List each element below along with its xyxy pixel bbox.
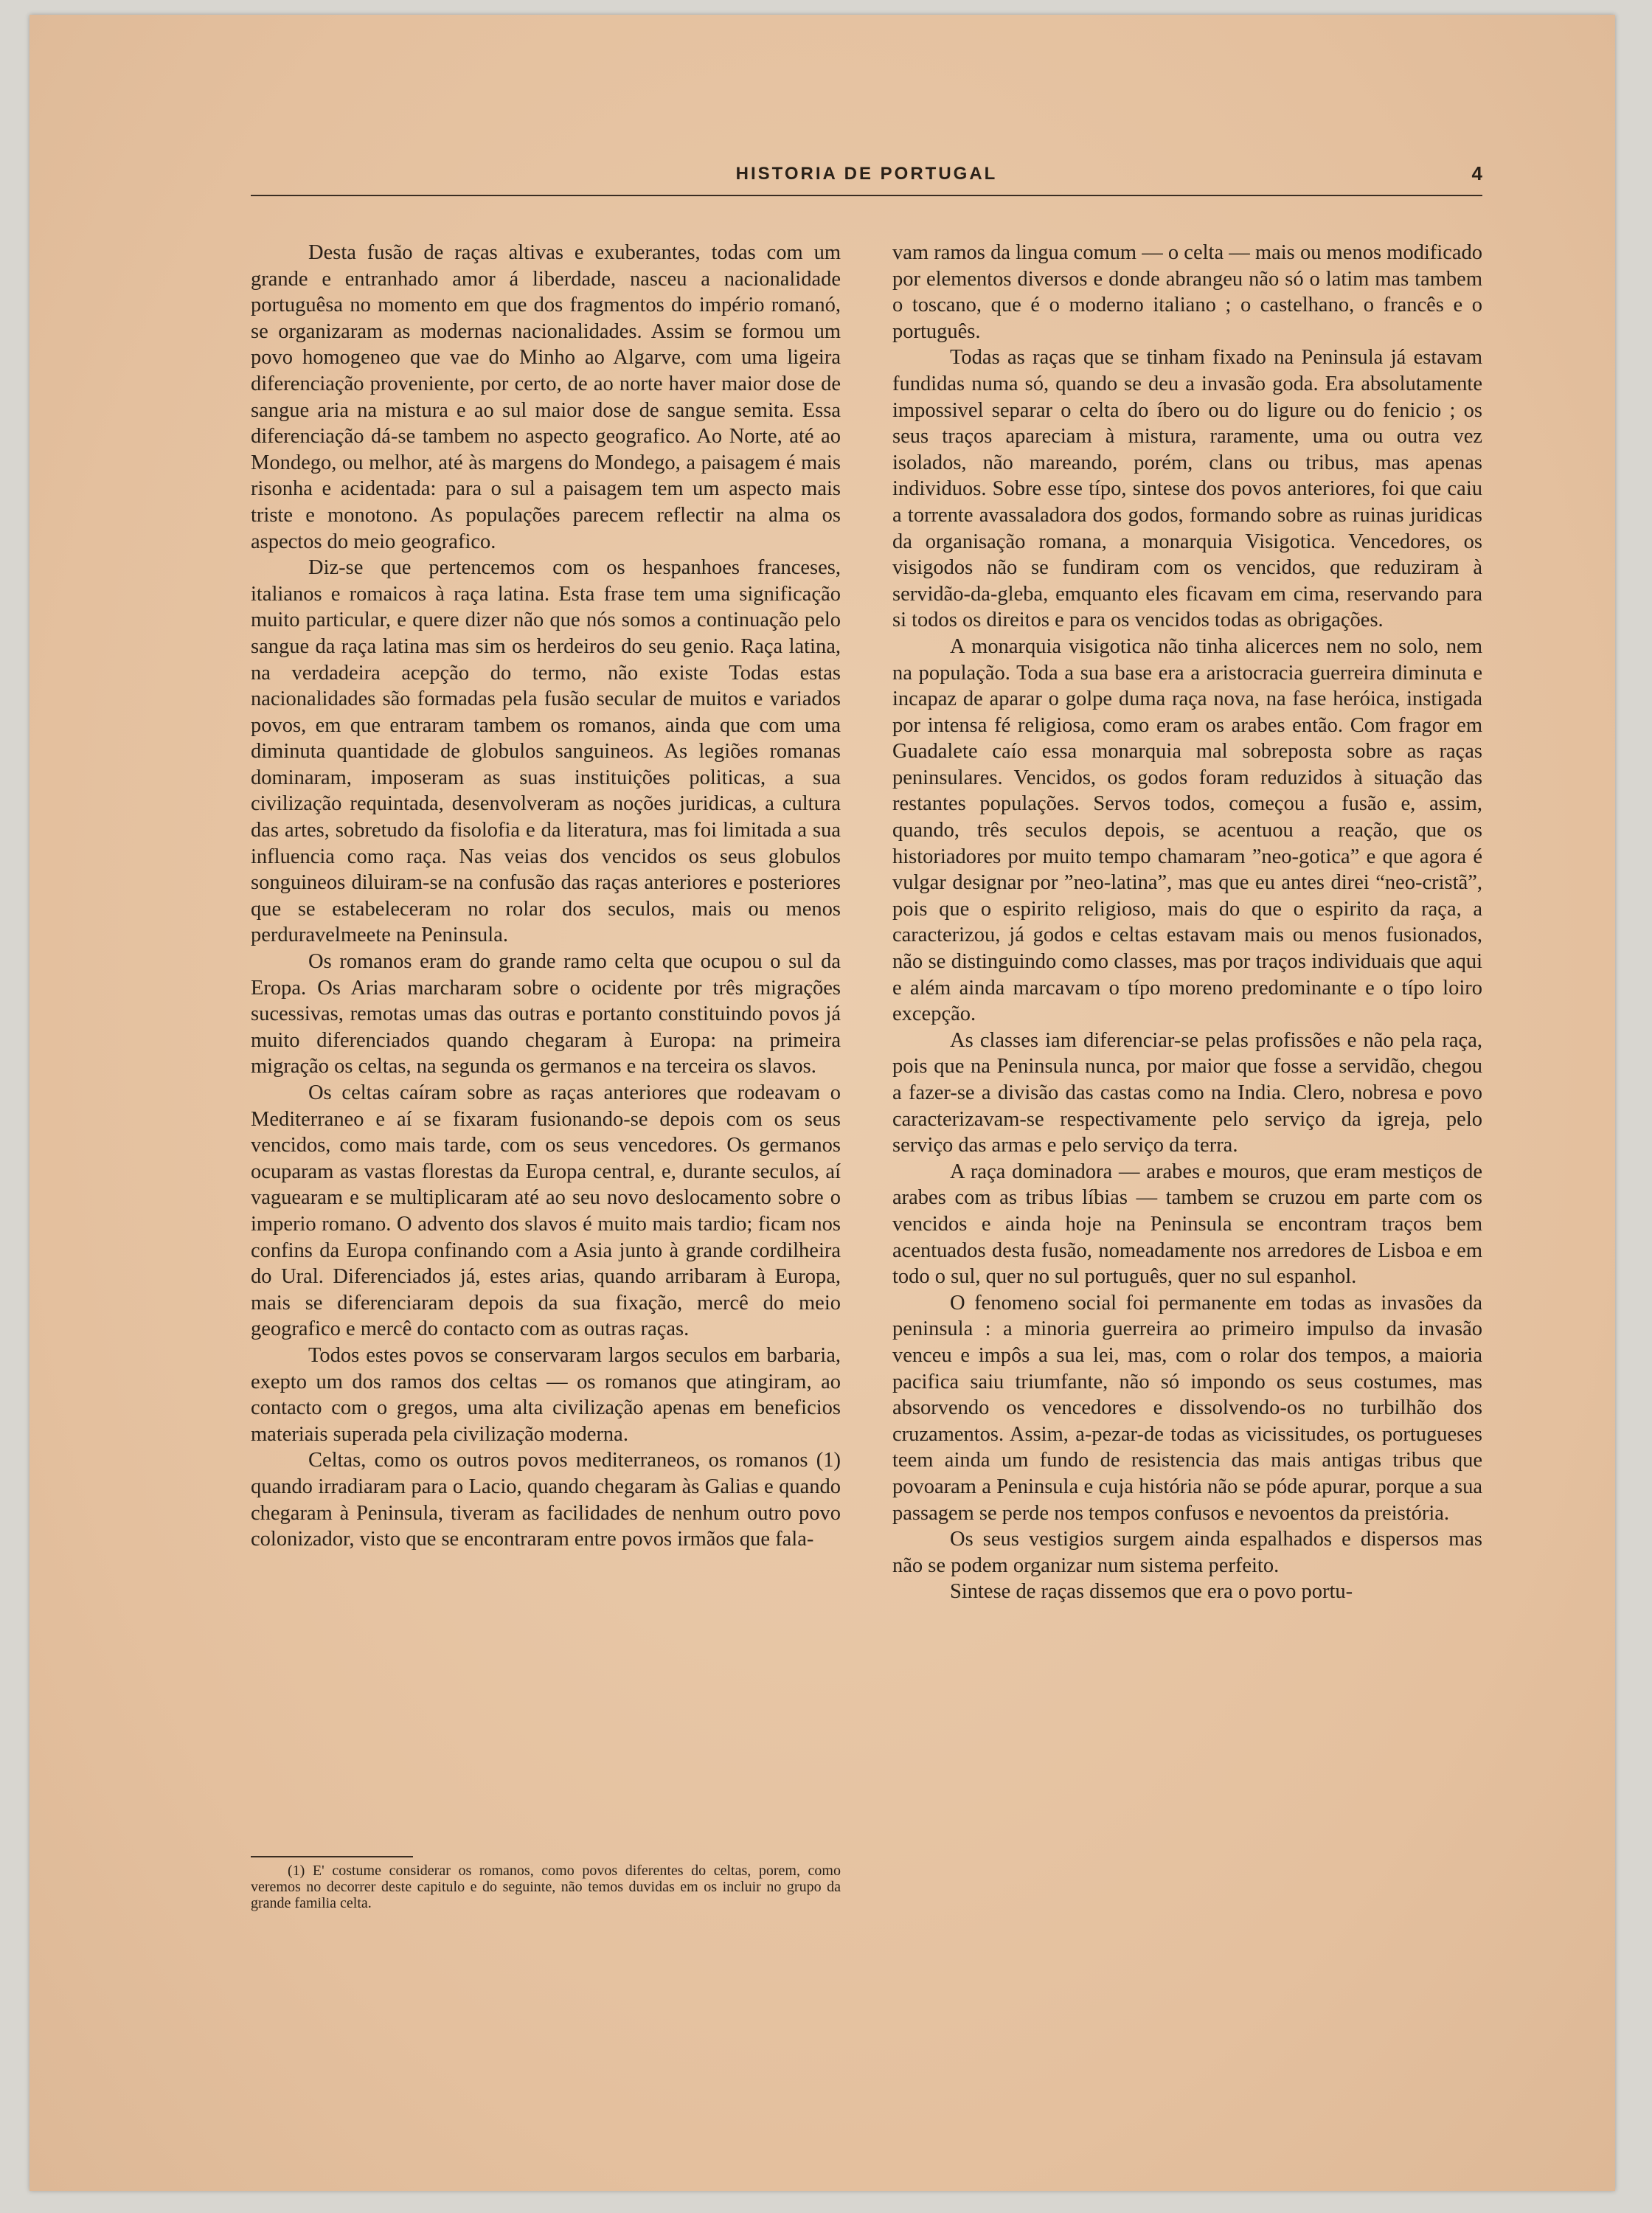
paragraph: Todos estes povos se conservaram largos seculos em barbaria, exepto um dos ramos dos celtas — os romanos que atingiram, ao contacto com o gregos, uma alta civilização apenas em beneficios materiais superada pela civilização moderna. bbox=[251, 1343, 841, 1446]
paragraph: Desta fusão de raças altivas e exuberantes, todas com um grande e entranhado amor á liberdade, nasceu a nacionalidade portuguêsa no momento em que dos fragmentos do império romanó, se organizaram as modernas nacionalidades. Assim se formou um povo homogeneo que vae do Minho ao Algarve, com uma ligeira diferenciação proveniente, por certo, de ao norte haver maior dose de sangue aria na mistura e ao sul maior dose de sangue semita. Essa diferenciação dá-se tambem no aspecto geografico. Ao Norte, até ao Mondego, ou melhor, até às margens do Mondego, a paisagem é mais risonha e acidentada: para o sul a paisagem tem um aspecto mais triste e monotono. As populações parecem reflectir na alma os aspectos do meio geografico. bbox=[251, 241, 841, 553]
paragraph: Celtas, como os outros povos mediterraneos, os romanos (1) quando irradiaram para o Lacio, quando chegaram às Galias e quando chegaram à Peninsula, tiveram as facilidades de nenhum outro povo colonizador, visto que se encontraram entre povos irmãos que fala- bbox=[251, 1449, 841, 1551]
right-text-column bbox=[892, 240, 1482, 1605]
running-title: HISTORIA DE PORTUGAL bbox=[735, 164, 998, 184]
paragraph: Diz-se que pertencemos com os hespanhoes franceses, italianos e romaicos à raça latina. Esta frase tem uma significação muito particular, e quere dizer não que nós somos a continuação pelo sangue da raça latina mas sim os herdeiros do seu genio. Raça latina, na verdadeira acepção do termo, não existe Todas estas nacionalidades são formadas pela fusão secular de muitos e variados povos, em que entraram tambem os romanos, ainda que com uma diminuta quantidade de globulos sanguineos. As legiões romanas dominaram, imposeram as suas instituições politicas, a sua civilização requintada, desenvolveram as noções juridicas, a cultura das artes, sobretudo da fisolofia e da literatura, mas foi limitada a sua influencia como raça. Nas veias dos vencidos os seus globulos songuineos diluiram-se na confusão das raças anteriores e posteriores que se estabeleceram no rolar dos seculos, mais ou menos perduravelmeete na Peninsula. bbox=[251, 556, 841, 947]
paragraph: As classes iam diferenciar-se pelas profissões e não pela raça, pois que na Peninsula nunca, por maior que fosse a servidão, chegou a fazer-se a divisão das castas como na India. Clero, nobresa e povo caracterizavam-se respectivamente pelo serviço da igreja, pelo serviço das armas e pelo serviço da terra. bbox=[892, 1028, 1482, 1157]
paragraph: A raça dominadora — arabes e mouros, que eram mestiços de arabes com as tribus líbias — tambem se cruzou em parte com os vencidos e ainda hoje na Peninsula se encontram traços bem acentuados desta fusão, nomeadamente nos arredores de Lisboa e em todo o sul, quer no sul português, quer no sul espanhol. bbox=[892, 1160, 1482, 1289]
footnote: (1) E' costume considerar os romanos, como povos diferentes do celtas, porem, como veremos no decorrer deste capitulo e do seguinte, não temos duvidas em os incluir no grupo da grande familia celta. bbox=[251, 1863, 841, 1911]
page-header bbox=[251, 162, 1482, 196]
left-text-column bbox=[251, 240, 841, 1553]
printed-page bbox=[30, 15, 1615, 2191]
paragraph: Os romanos eram do grande ramo celta que ocupou o sul da Eropa. Os Arias marcharam sobre o ocidente por três migrações sucessivas, remotas umas das outras e portanto constituindo povos já muito diferenciados quando chegaram à Europa: na primeira migração os celtas, na segunda os germanos e na terceira os slavos. bbox=[251, 950, 841, 1078]
paragraph: O fenomeno social foi permanente em todas as invasões da peninsula : a minoria guerreira ao primeiro impulso da invasão venceu e impôs a sua lei, mas, com o rolar dos tempos, a maioria pacifica saiu triumfante, não só impondo os seus costumes, mas absorvendo os vencedores e dissolvendo-os no turbilhão dos cruzamentos. Assim, a-pezar-de todas as vicissitudes, os portugueses teem ainda um fundo de resistencia das mais antigas tribus que povoaram a Peninsula e cuja história não se póde apurar, porque a sua passagem se perde nos tempos confusos e nevoentos da preistória. bbox=[892, 1291, 1482, 1525]
paragraph: Os celtas caíram sobre as raças anteriores que rodeavam o Mediterraneo e aí se fixaram fusionando-se depois com os seus vencidos, como mais tarde, com os seus vencedores. Os germanos ocuparam as vastas florestas da Europa central, e, durante seculos, aí vaguearam e se multiplicaram até ao seu novo deslocamento sobre o imperio romano. O advento dos slavos é muito mais tardio; ficam nos confins da Europa confinando com a Asia junto à grande cordilheira do Ural. Diferenciados já, estes arias, quando arribaram à Europa, mais se diferenciaram depois da sua fixação, mercê do meio geografico e mercê do contacto com as outras raças. bbox=[251, 1081, 841, 1341]
paragraph: Sintese de raças dissemos que era o povo portu- bbox=[950, 1580, 1353, 1604]
paragraph: Os seus vestigios surgem ainda espalhados e dispersos mas não se podem organizar num sistema perfeito. bbox=[892, 1528, 1482, 1577]
page-number: 4 bbox=[1471, 162, 1482, 184]
paragraph: A monarquia visigotica não tinha alicerces nem no solo, nem na população. Toda a sua base era a aristocracia guerreira diminuta e incapaz de aparar o golpe duma raça nova, na fase heróica, instigada por intensa fé religiosa, como eram os arabes então. Com fragor em Guadalete caío essa monarquia mal sobreposta sobre as raças peninsulares. Vencidos, os godos foram reduzidos à situação das restantes populações. Servos todos, começou a fusão e, assim, quando, três seculos depois, se acentuou a reação, que os historiadores por muito tempo chamaram ”neo-gotica” e que agora é vulgar designar por ”neo-latina”, mas que eu antes direi “neo-cristã”, pois que o espirito religioso, mais do que o espirito da raça, a caracterizou, já godos e celtas estavam mais ou menos fusionados, não se distinguindo como classes, mas por traços individuais que aqui e além ainda marcavam o típo moreno predominante e o típo loiro excepção. bbox=[892, 634, 1482, 1026]
paragraph-continuation: vam ramos da lingua comum — o celta — mais ou menos modificado por elementos diversos e donde abrangeu não só o latim mas tambem o toscano, que é o moderno italiano ; o castelhano, o francês e o português. bbox=[892, 241, 1482, 343]
paragraph: Todas as raças que se tinham fixado na Peninsula já estavam fundidas numa só, quando se deu a invasão goda. Era absolutamente impossivel separar o celta do íbero ou do ligure ou do fenicio ; os seus traços apareciam à mistura, raramente, uma ou outra vez isolados, não mareando, porém, clans ou tribus, mas apenas individuos. Sobre esse típo, sintese dos povos anteriores, foi que caiu a torrente avassaladora dos godos, formando sobre as ruinas juridicas da organisação romana, a monarquia Visigotica. Vencedores, os visigodos não se fundiram com os vencidos, que reduziram à servidão-da-gleba, emquanto eles ficavam em cima, reservando para si todos os direitos e para os vencidos todas as obrigações. bbox=[892, 346, 1482, 632]
footnote-rule bbox=[251, 1856, 413, 1857]
